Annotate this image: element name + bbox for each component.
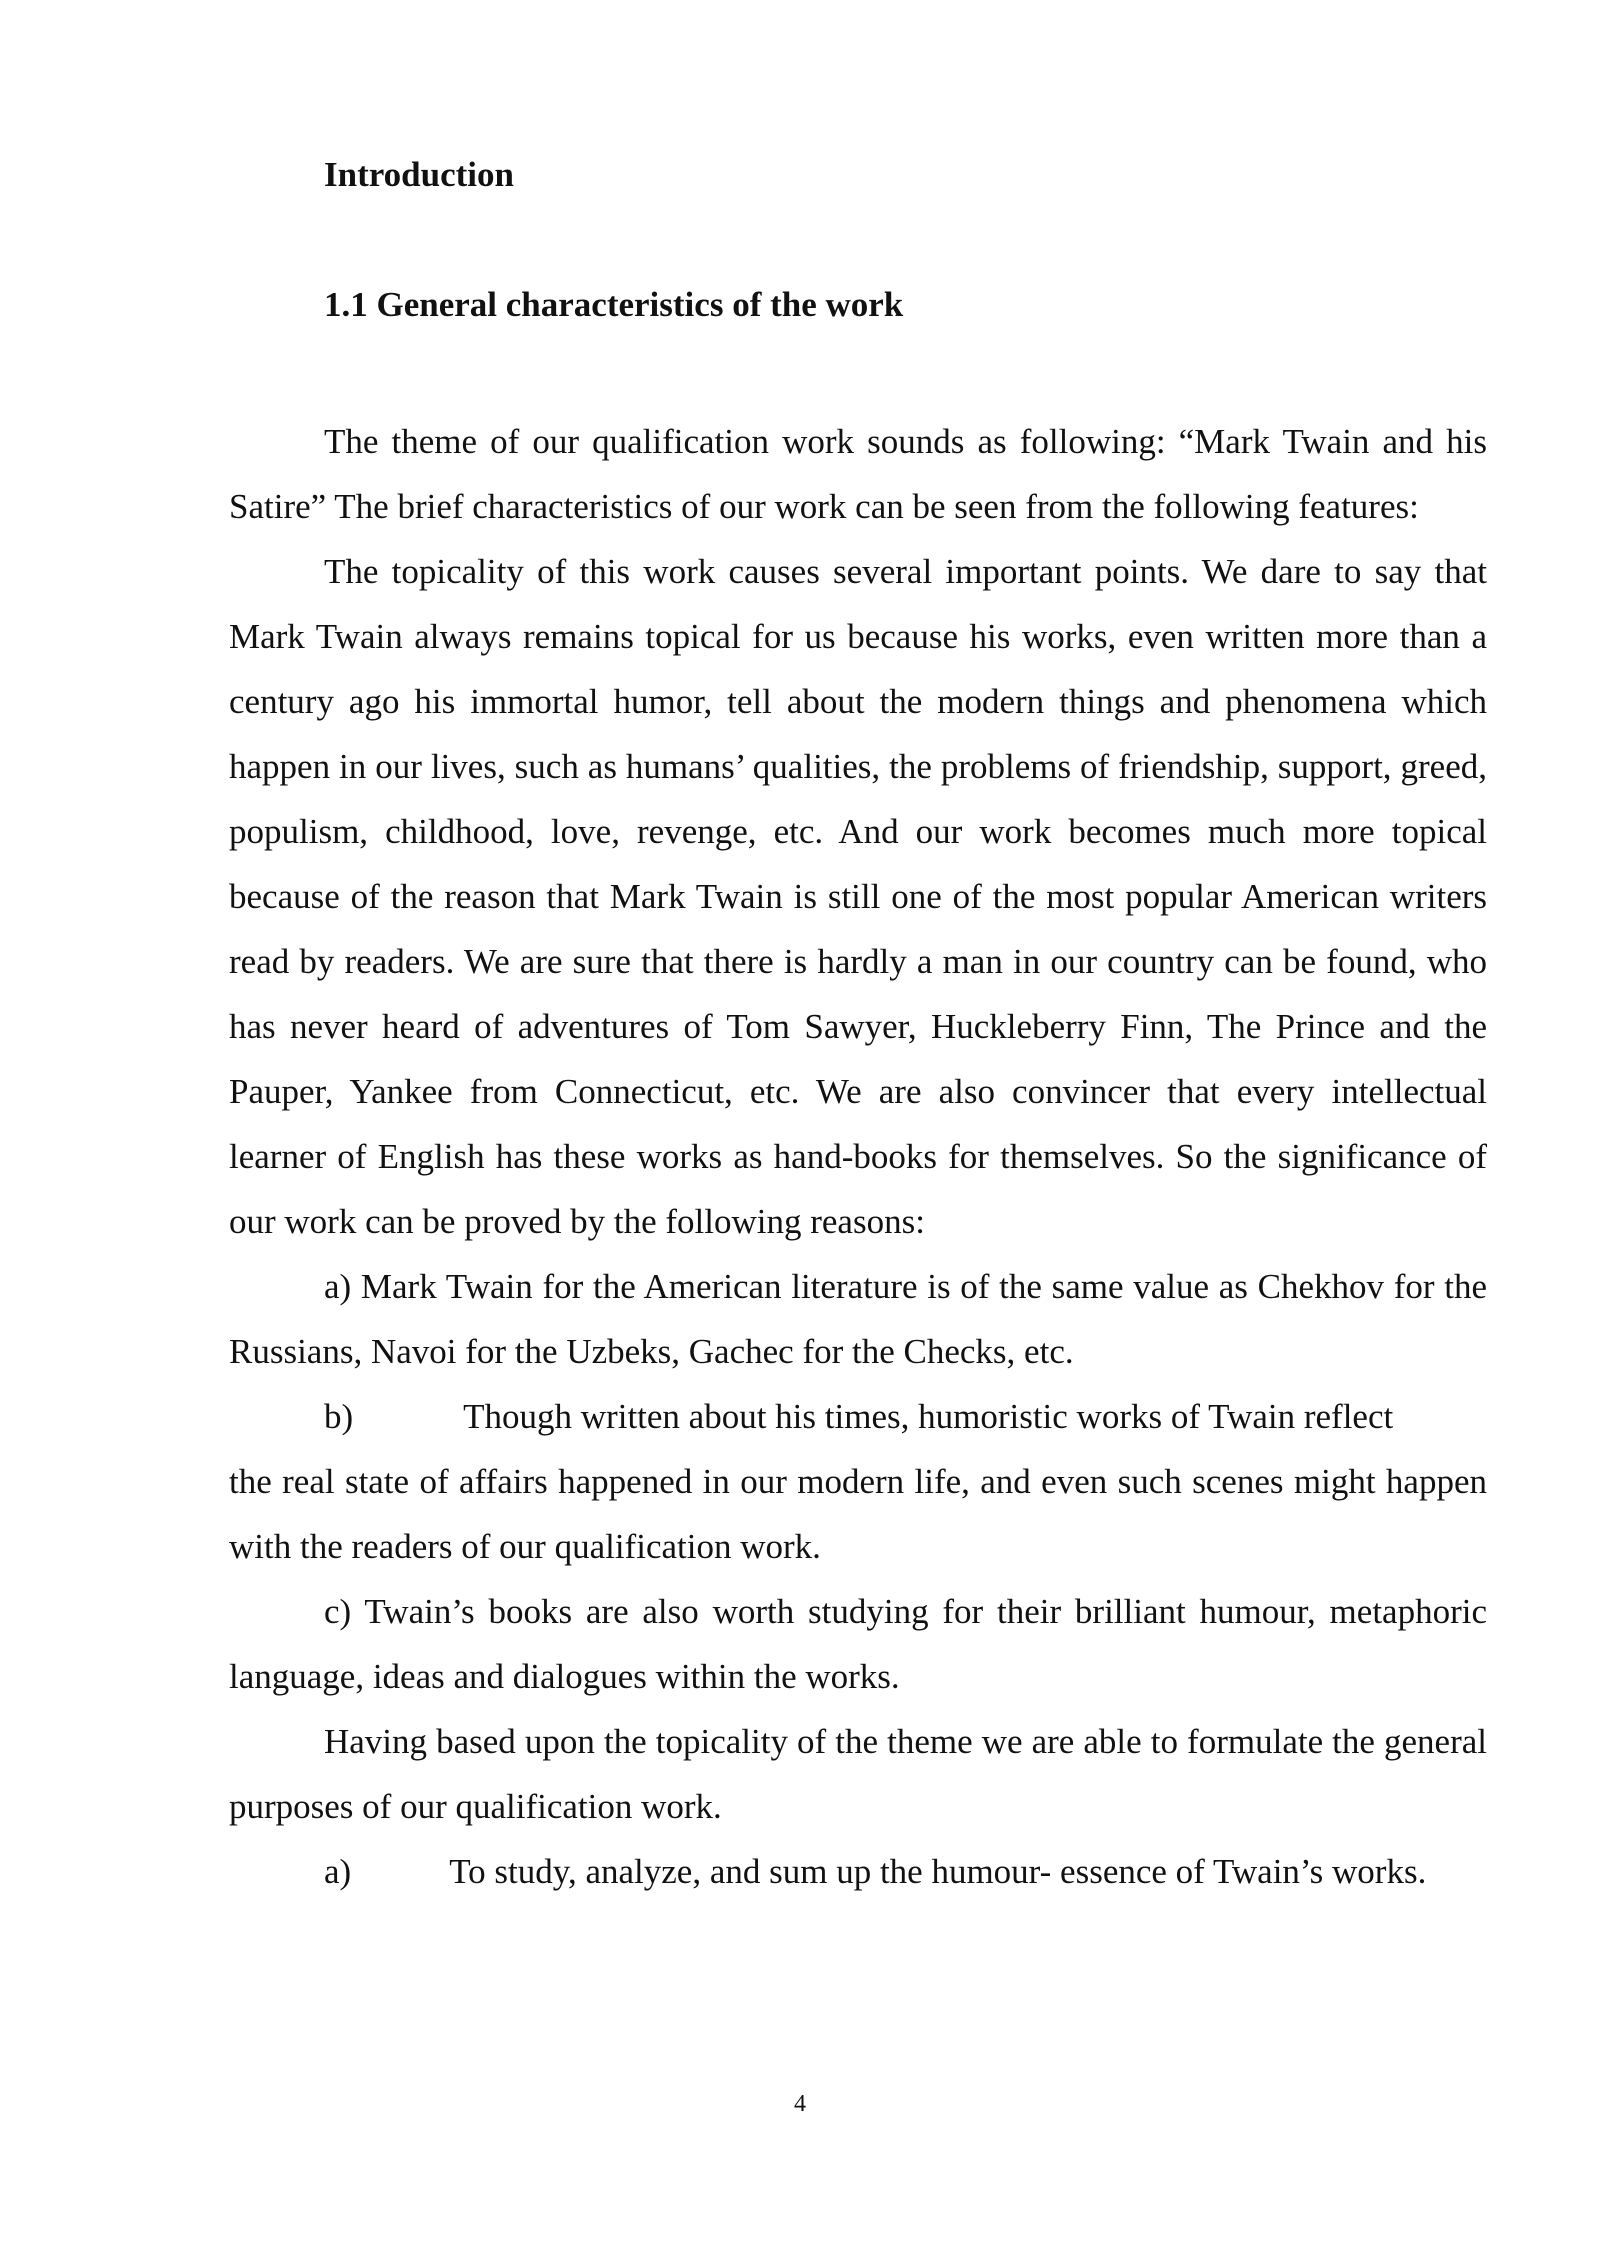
body-text xyxy=(229,409,1487,1904)
reason-b-continuation: the real state of affairs happened in our modern life, and even such scenes might happen with the readers of our qualification work. xyxy=(229,1462,1487,1566)
purpose-a-text: To study, analyze, and sum up the humour- essence of Twain’s works. xyxy=(449,1852,1427,1891)
paragraph-topicality: The topicality of this work causes several important points. We dare to say that Mark Twain always remains topical for us because his works, even written more than a century ago his immortal humor, tell about the modern things and phenomena which happen in our lives, such as humans’ qualities, the problems of friendship, support, greed, populism, childhood, love, revenge, etc. And our work becomes much more topical because of the reason that Mark Twain is still one of the most popular American writers read by readers. We are sure that there is hardly a man in our country can be found, who has never heard of adventures of Tom Sawyer, Huckleberry Finn, The Prince and the Pauper, Yankee from Connecticut, etc. We are also convincer that every intellectual learner of English has these works as hand-books for themselves. So the significance of our work can be proved by the following reasons: xyxy=(229,552,1487,1241)
reason-a: a) Mark Twain for the American literature is of the same value as Chekhov for the Russians, Navoi for the Uzbeks, Gachec for the Checks, etc. xyxy=(229,1267,1487,1371)
purpose-a xyxy=(229,1839,1487,1904)
reason-b xyxy=(229,1384,1487,1579)
reason-b-first-text: Though written about his times, humoristic works of Twain reflect xyxy=(463,1397,1394,1436)
paragraph-purposes: Having based upon the topicality of the theme we are able to formulate the general purposes of our qualification work. xyxy=(229,1722,1487,1826)
section-heading: 1.1 General characteristics of the work xyxy=(324,285,904,324)
reason-b-label: b) xyxy=(324,1397,354,1436)
spacer xyxy=(353,1384,463,1449)
chapter-heading: Introduction xyxy=(324,155,514,194)
reason-b-first-line xyxy=(229,1384,1487,1449)
spacer xyxy=(351,1839,449,1904)
purpose-a-label: a) xyxy=(324,1852,352,1891)
paragraph-theme: The theme of our qualification work sounds as following: “Mark Twain and his Satire” The brief characteristics of our work can be seen from the following features: xyxy=(229,422,1487,526)
reason-c: c) Twain’s books are also worth studying for their brilliant humour, metaphoric language, ideas and dialogues within the works. xyxy=(229,1592,1487,1696)
page-number: 4 xyxy=(794,2091,806,2117)
